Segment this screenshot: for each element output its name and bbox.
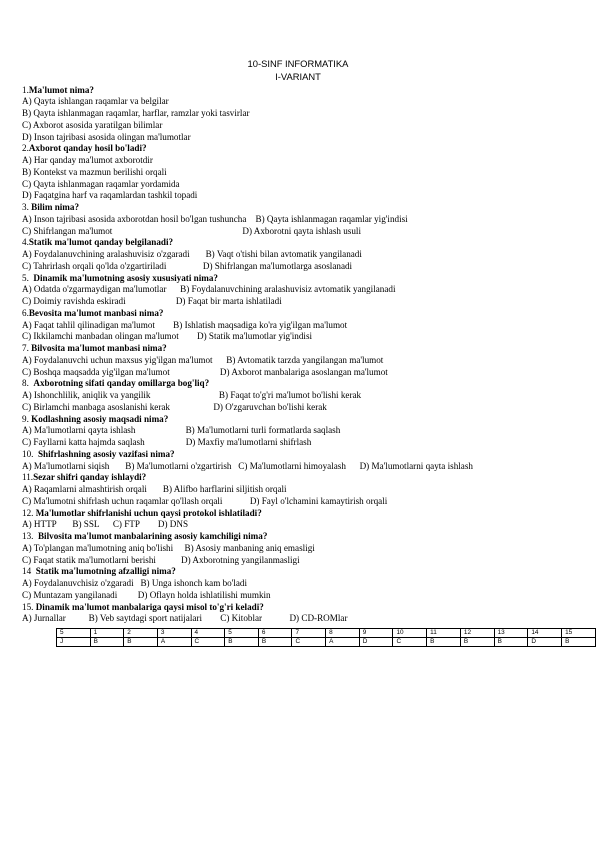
answer-key-answer-cell: B — [258, 638, 292, 647]
question-text: Ma'lumot nima? — [28, 84, 94, 95]
question-heading — [22, 308, 592, 320]
answer-key-answer-cell: B — [562, 638, 596, 647]
answer-key-answer-row — [57, 638, 596, 647]
question-text: Axborot qanday hosil bo'ladi? — [28, 143, 147, 154]
question-text: Sezar shifri qanday ishlaydi? — [33, 472, 147, 483]
question-text: Statik ma'lumotning afzalligi nima? — [35, 566, 176, 577]
question-heading — [22, 472, 592, 484]
answer-options-line: C) Ikkilamchi manbadan olingan ma'lumot D) Statik ma'lumotlar yig'indisi — [22, 331, 313, 342]
question-text: Kodlashning asosiy maqsadi nima? — [31, 413, 169, 424]
answer-options-line: B) Kontekst va mazmun berilishi orqali — [22, 166, 167, 177]
document-title: 10-SINF INFORMATIKA — [247, 58, 349, 69]
answer-options-line: A) Har qanday ma'lumot axborotdir — [22, 155, 153, 165]
question-number: 3. — [22, 202, 32, 212]
answer-options-line: C) Shifrlangan ma'lumot D) Axborotni qayta ishlash usuli — [22, 225, 361, 236]
question-heading — [22, 414, 592, 426]
answer-options-line: A) Ma'lumotlarni qayta ishlash B) Ma'lumotlarni turli formatlarda saqlash — [22, 425, 341, 436]
answer-options-line: A) Foydalanuvchi uchun maxsus yig'ilgan ma'lumot B) Avtomatik tarzda yangilangan ma'lumot — [22, 354, 384, 365]
answer-key-answer-cell: B — [124, 638, 158, 647]
answer-key-number-cell: 5 — [225, 629, 259, 638]
question-text: Axborotning sifati qanday omillarga bog'liq? — [33, 378, 210, 389]
question-text: Dinamik ma'lumot manbalariga qaysi misol to'g'ri keladi? — [35, 601, 264, 612]
answer-options-line: B) Qayta ishlanmagan raqamlar, harflar, ramzlar yoki tasvirlar — [22, 108, 250, 118]
answer-key-number-cell: 6 — [258, 629, 292, 638]
answer-options-line: A) Inson tajribasi asosida axborotdan hosil bo'lgan tushuncha B) Qayta ishlanmagan raqamlar yig'indisi — [22, 213, 408, 224]
answer-key-answer-cell: A — [157, 638, 191, 647]
answer-key-answer-cell: B — [427, 638, 461, 647]
answer-options-line: A) Foydalanuvchining aralashuvisiz o'zgaradi B) Vaqt o'tishi bilan avtomatik yangilanadi — [22, 249, 362, 259]
question-heading — [22, 237, 592, 249]
question-heading — [22, 602, 592, 614]
answer-key-number-cell: 12 — [460, 629, 494, 638]
variant-label: I-VARIANT — [275, 71, 321, 82]
answer-options-line: C) Qayta ishlanmagan raqamlar yordamida — [22, 178, 180, 189]
answer-key-answer-cell: A — [326, 638, 360, 647]
answer-key-number-row — [57, 629, 596, 638]
question-number: 13. — [22, 531, 38, 541]
answer-key-number-cell: 5 — [57, 629, 91, 638]
answer-key-answer-cell: B — [494, 638, 528, 647]
question-heading — [22, 508, 592, 520]
question-number: 10. — [22, 448, 38, 459]
answer-key-answer-cell: C — [393, 638, 427, 647]
answer-options-line: C) Muntazam yangilanadi D) Oflayn holda ishlatilishi mumkin — [22, 589, 271, 600]
question-number: 8. — [22, 378, 34, 389]
answer-options-line: C) Ma'lumotni shifrlash uchun raqamlar qo'llash orqali D) Fayl o'lchamini kamaytirish orqali — [22, 495, 388, 506]
answer-key-answer-cell: D — [528, 638, 562, 647]
question-heading — [22, 449, 592, 461]
answer-key-number-cell: 8 — [326, 629, 360, 638]
answer-options-line: D) Faqatgina harf va raqamlardan tashkil topadi — [22, 190, 198, 201]
question-heading — [22, 343, 592, 355]
answer-key-number-cell: 10 — [393, 629, 427, 638]
question-number: 7. — [22, 343, 32, 353]
answer-key-number-cell: 1 — [90, 629, 124, 638]
answer-options-line: A) Ishonchlilik, aniqlik va yangilik B) Faqat to'g'ri ma'lumot bo'lishi kerak — [22, 390, 362, 400]
answer-options-line: C) Boshqa maqsadda yig'ilgan ma'lumot D) Axborot manbalariga asoslangan ma'lumot — [22, 366, 388, 377]
answer-options-line: C) Fayllarni katta hajmda saqlash D) Maxfiy ma'lumotlarni shifrlash — [22, 437, 312, 447]
question-heading — [22, 566, 592, 578]
answer-key-answer-cell: C — [191, 638, 225, 647]
question-number: 14 — [22, 566, 36, 577]
answer-key-number-cell: 14 — [528, 629, 562, 638]
answer-key-number-cell: 3 — [157, 629, 191, 638]
answer-options-line: A) Foydalanuvchisiz o'zgaradi B) Unga ishonch kam bo'ladi — [22, 578, 248, 588]
question-text: Bevosita ma'lumot manbasi nima? — [28, 307, 164, 318]
answer-options-line: C) Tahrirlash orqali qo'lda o'zgartiriladi D) Shifrlangan ma'lumotlarga asoslanadi — [22, 260, 353, 271]
question-text: Bilim nima? — [31, 202, 80, 212]
question-heading — [22, 85, 592, 97]
answer-key-answer-cell: J — [57, 638, 91, 647]
question-number: 12. — [22, 507, 36, 518]
answer-key-answer-cell: B — [90, 638, 124, 647]
answer-options-line: C) Faqat statik ma'lumotlarni berishi D) Axborotning yangilanmasligi — [22, 554, 300, 565]
question-number: 11. — [22, 472, 34, 483]
question-number: 1. — [22, 84, 29, 95]
answer-options-line: A) Jurnallar B) Veb saytdagi sport natijalari C) Kitoblar D) CD-ROMlar — [22, 613, 348, 624]
answer-key-number-cell: 2 — [124, 629, 158, 638]
answer-options-line: C) Birlamchi manbaga asoslanishi kerak D) O'zgaruvchan bo'lishi kerak — [22, 401, 327, 412]
answer-key-answer-cell: B — [460, 638, 494, 647]
answer-options-line: C) Axborot asosida yaratilgan bilimlar — [22, 119, 163, 130]
question-text: Shifrlashning asosiy vazifasi nima? — [37, 448, 175, 459]
question-number: 2. — [22, 143, 29, 154]
answer-key-number-cell: 7 — [292, 629, 326, 638]
question-number: 9. — [22, 413, 32, 424]
answer-options-line: A) Odatda o'zgarmaydigan ma'lumotlar B) Foydalanuvchining aralashuvisiz avtomatik yangilanadi — [22, 284, 396, 295]
answer-options-line: D) Inson tajribasi asosida olingan ma'lumotlar — [22, 131, 191, 142]
question-number: 4. — [22, 237, 29, 248]
question-heading — [22, 143, 592, 155]
answer-options-line: A) Ma'lumotlarni siqish B) Ma'lumotlarni o'zgartirish C) Ma'lumotlarni himoyalash D) Ma'lumotlarni qayta ishlash — [22, 460, 473, 471]
question-number: 15. — [22, 601, 36, 612]
answer-key-number-cell: 15 — [562, 629, 596, 638]
answer-options-line: A) HTTP B) SSL C) FTP D) DNS — [22, 519, 189, 530]
question-text: Bilvosita ma'lumot manbasi nima? — [31, 343, 167, 353]
question-text: Statik ma'lumot qanday belgilanadi? — [28, 237, 174, 248]
answer-key-answer-cell: B — [225, 638, 259, 647]
question-text: Bilvosita ma'lumot manbalarining asosiy kamchiligi nima? — [37, 531, 268, 541]
question-heading — [22, 202, 592, 214]
answer-key-answer-cell: D — [359, 638, 393, 647]
answer-key-table — [56, 628, 596, 647]
question-text: Dinamik ma'lumotning asosiy xususiyati nima? — [33, 272, 218, 283]
question-heading — [22, 378, 592, 390]
answer-key-answer-cell: C — [292, 638, 326, 647]
question-list — [22, 85, 592, 626]
answer-options-line: A) Faqat tahlil qilinadigan ma'lumot B) Ishlatish maqsadiga ko'ra yig'ilgan ma'lumot — [22, 319, 348, 330]
answer-key-number-cell: 11 — [427, 629, 461, 638]
answer-key-number-cell: 9 — [359, 629, 393, 638]
answer-options-line: A) To'plangan ma'lumotning aniq bo'lishi B) Asosiy manbaning aniq emasligi — [22, 542, 315, 553]
answer-key-number-cell: 13 — [494, 629, 528, 638]
question-heading — [22, 273, 592, 285]
answer-key-number-cell: 4 — [191, 629, 225, 638]
question-number: 6. — [22, 307, 29, 318]
answer-options-line: A) Raqamlarni almashtirish orqali B) Alifbo harflarini siljitish orqali — [22, 484, 287, 494]
answer-options-line: C) Doimiy ravishda eskiradi D) Faqat bir marta ishlatiladi — [22, 296, 282, 306]
answer-options-line: A) Qayta ishlangan raqamlar va belgilar — [22, 96, 169, 107]
question-text: Ma'lumotlar shifrlanishi uchun qaysi protokol ishlatiladi? — [35, 507, 262, 518]
question-heading — [22, 531, 592, 543]
question-number: 5. — [22, 272, 34, 283]
